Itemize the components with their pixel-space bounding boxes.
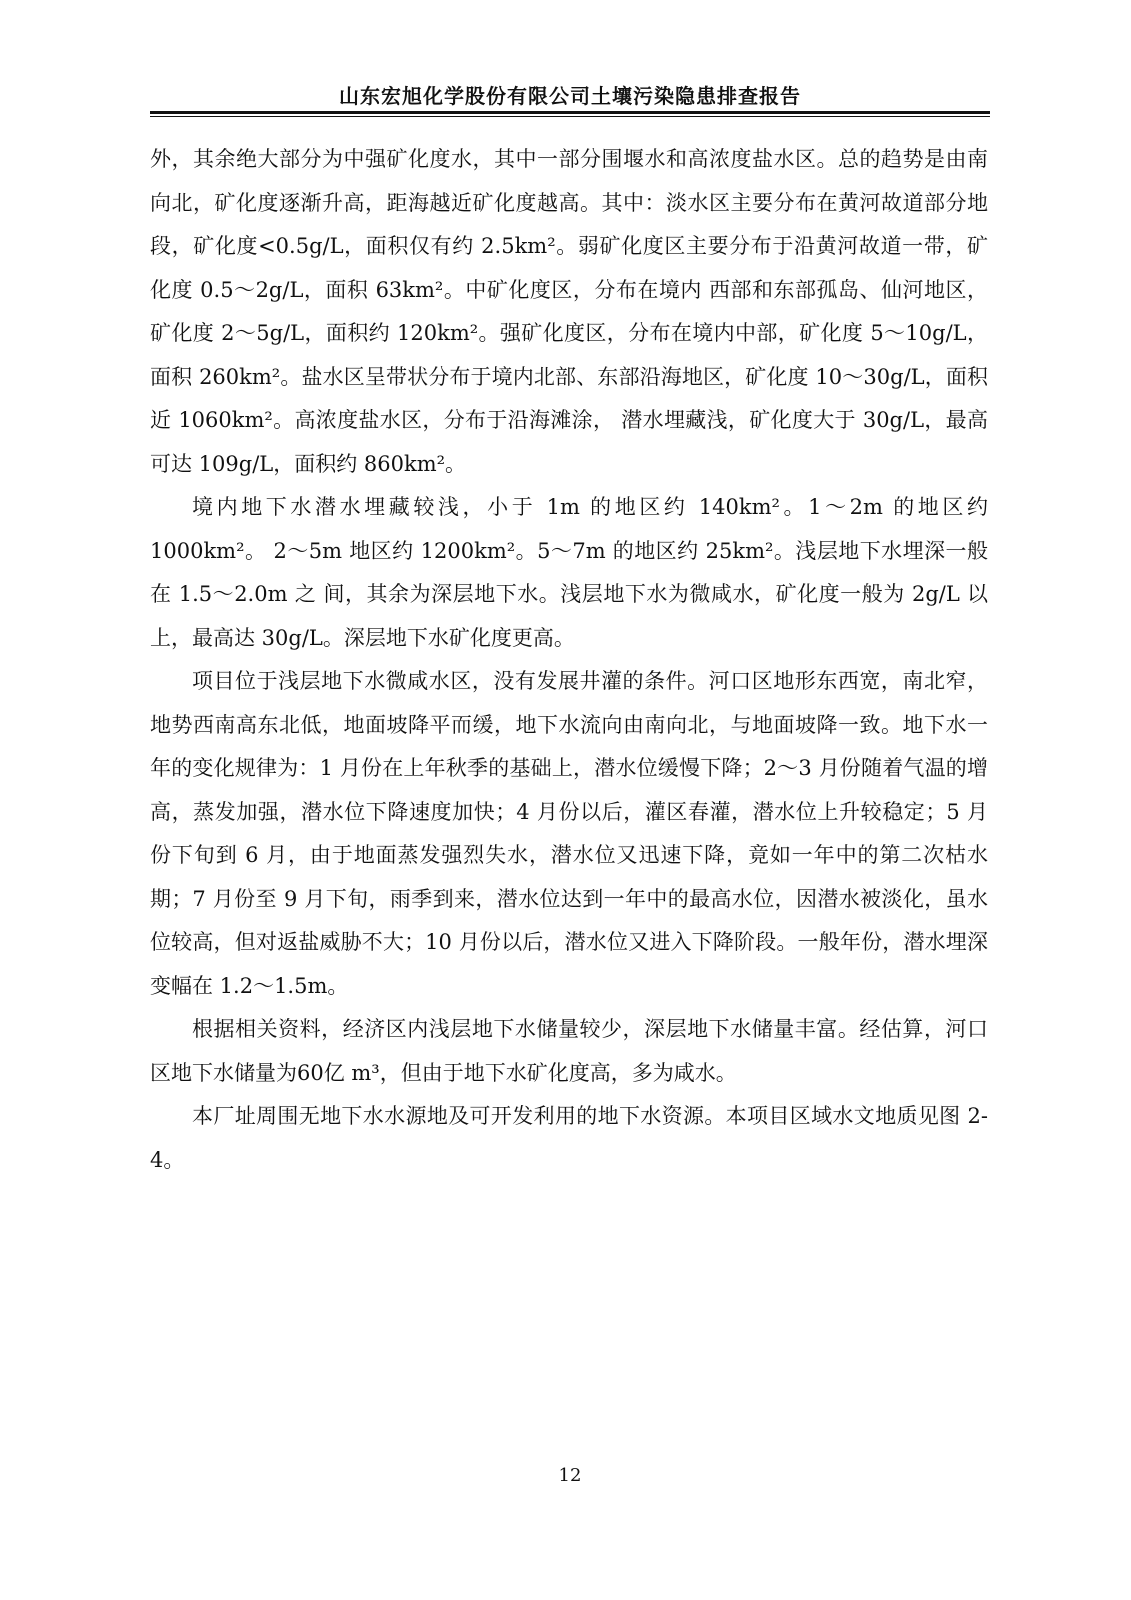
paragraph-continued: 外，其余绝大部分为中强矿化度水，其中一部分围堰水和高浓度盐水区。总的趋势是由南向北，矿化度逐渐升高，距海越近矿化度越高。其中：淡水区主要分布在黄河故道部分地段，矿化度<0.5g/L，面积仅有约 2.5km²。弱矿化度区主要分布于沿黄河故道一带，矿化度 0.5～2g/L，面积 63km²。中矿化度区，分布在境内 西部和东部孤岛、仙河地区，矿化度 2～5g/L，面积约 120km²。强矿化度区，分布在境内中部，矿化度 5～10g/L，面积 260km²。盐水区呈带状分布于境内北部、东部沿海地区，矿化度 10～30g/L，面积近 1060km²。高浓度盐水区，分布于沿海滩涂， 潜水埋藏浅，矿化度大于 30g/L，最高可达 109g/L，面积约 860km²。 [150,147,988,476]
page-number: 12 [558,1465,582,1486]
header-rule-thin [150,116,990,117]
paragraph-water-variation: 项目位于浅层地下水微咸水区，没有发展井灌的条件。河口区地形东西宽，南北窄，地势西南高东北低，地面坡降平而缓，地下水流向由南向北，与地面坡降一致。地下水一年的变化规律为：1 月份在上年秋季的基础上，潜水位缓慢下降；2～3 月份随着气温的增高，蒸发加强，潜水位下降速度加快；4 月份以后，灌区春灌，潜水位上升较稳定；5 月份下旬到 6 月，由于地面蒸发强烈失水，潜水位又迅速下降，竟如一年中的第二次枯水期；7 月份至 9 月下旬，雨季到来，潜水位达到一年中的最高水位，因潜水被淡化，虽水位较高，但对返盐威胁不大；10 月份以后，潜水位又进入下降阶段。一般年份，潜水埋深变幅在 1.2～1.5m。 [150,669,988,998]
header-rule-thick [150,111,990,114]
paragraph-site-summary: 本厂址周围无地下水水源地及可开发利用的地下水资源。本项目区域水文地质见图 2-4。 [150,1104,988,1172]
paragraph-water-reserves: 根据相关资料，经济区内浅层地下水储量较少，深层地下水储量丰富。经估算，河口区地下水储量为60亿 m³，但由于地下水矿化度高，多为咸水。 [150,1017,988,1085]
document-body [150,138,988,1182]
page-header-title: 山东宏旭化学股份有限公司土壤污染隐患排查报告 [339,84,801,108]
paragraph-water-depth: 境内地下水潜水埋藏较浅，小于 1m 的地区约 140km²。1～2m 的地区约 1000km²。 2～5m 地区约 1200km²。5～7m 的地区约 25km²。浅层地下水埋深一般在 1.5～2.0m 之 间，其余为深层地下水。浅层地下水为微咸水，矿化度一般为 2g/L 以上，最高达 30g/L。深层地下水矿化度更高。 [150,495,988,650]
